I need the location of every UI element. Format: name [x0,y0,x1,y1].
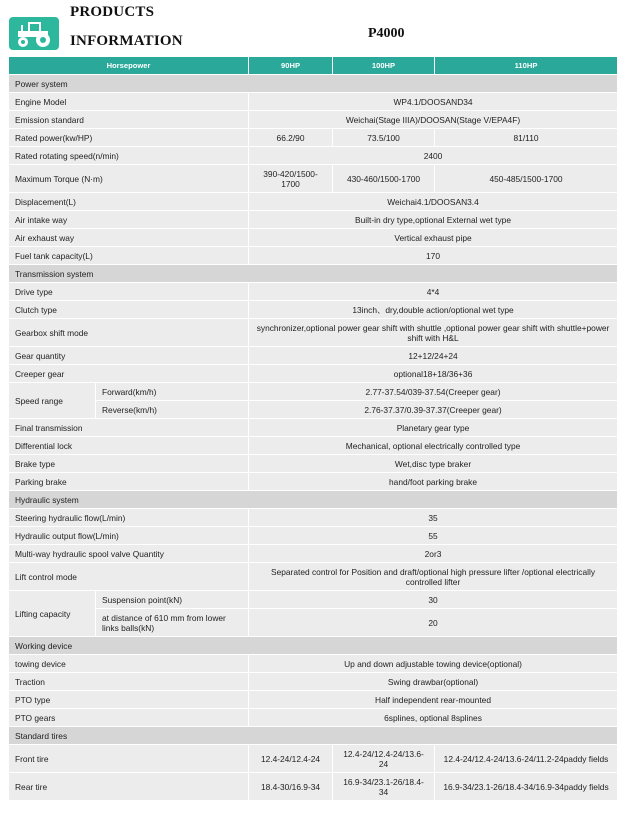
row-label: Creeper gear [9,365,249,383]
row-label: Steering hydraulic flow(L/min) [9,509,249,527]
section-row [9,75,618,93]
table-row [9,473,618,491]
row-value-90hp: 390-420/1500-1700 [249,165,333,193]
table-row [9,655,618,673]
row-label: Multi-way hydraulic spool valve Quantity [9,545,249,563]
section-row [9,727,618,745]
row-value: 170 [249,247,618,265]
row-value: 2or3 [249,545,618,563]
table-row [9,509,618,527]
row-value-110hp: 450-485/1500-1700 [435,165,618,193]
row-value: Planetary gear type [249,419,618,437]
row-value-100hp: 16.9-34/23.1-26/18.4-34 [333,773,435,801]
row-value-90hp: 12.4-24/12.4-24 [249,745,333,773]
table-row [9,301,618,319]
row-value: synchronizer,optional power gear shift with shuttle ,optional power gear shift with shuttle+power shift with H&L [249,319,618,347]
row-value-100hp: 12.4-24/12.4-24/13.6-24 [333,745,435,773]
row-value-110hp: 16.9-34/23.1-26/18.4-34/16.9-34paddy fields [435,773,618,801]
table-row [9,147,618,165]
row-label: Air exhaust way [9,229,249,247]
row-label: Rated rotating speed(n/min) [9,147,249,165]
row-label: Final transmission [9,419,249,437]
row-label: Maximum Torque (N·m) [9,165,249,193]
row-value: Vertical exhaust pipe [249,229,618,247]
row-label: PTO gears [9,709,249,727]
row-sublabel: Reverse(km/h) [96,401,249,419]
table-row [9,247,618,265]
row-sublabel: Forward(km/h) [96,383,249,401]
row-value: 12+12/24+24 [249,347,618,365]
row-sublabel: at distance of 610 mm from lower links balls(kN) [96,609,249,637]
table-row [9,709,618,727]
section-working: Working device [9,637,618,655]
row-value: hand/foot parking brake [249,473,618,491]
table-row [9,563,618,591]
section-hydraulic: Hydraulic system [9,491,618,509]
header [0,0,623,57]
table-row [9,165,618,193]
row-value: Up and down adjustable towing device(optional) [249,655,618,673]
row-value-110hp: 12.4-24/12.4-24/13.6-24/11.2-24paddy fields [435,745,618,773]
table-row [9,609,618,637]
section-transmission: Transmission system [9,265,618,283]
row-value: Separated control for Position and draft/optional high pressure lifter /optional electrically controlled lifter [249,563,618,591]
table-row [9,591,618,609]
table-row [9,111,618,129]
row-value: 2.76-37.37/0.39-37.37(Creeper gear) [249,401,618,419]
row-label: Traction [9,673,249,691]
col-horsepower: Horsepower [9,57,249,75]
row-label: Parking brake [9,473,249,491]
row-value: WP4.1/DOOSAND34 [249,93,618,111]
row-label: Rear tire [9,773,249,801]
table-row [9,437,618,455]
row-label: Brake type [9,455,249,473]
row-label: Fuel tank capacity(L) [9,247,249,265]
section-row [9,265,618,283]
row-label: Hydraulic output flow(L/min) [9,527,249,545]
row-label: Engine Model [9,93,249,111]
table-row [9,93,618,111]
row-value: 2400 [249,147,618,165]
table-row [9,229,618,247]
row-label: Drive type [9,283,249,301]
table-row [9,347,618,365]
row-value: Weichai(Stage IIIA)/DOOSAN(Stage V/EPA4F) [249,111,618,129]
table-row [9,545,618,563]
row-value: optional18+18/36+36 [249,365,618,383]
row-label: Speed range [9,383,96,419]
row-label: Rated power(kw/HP) [9,129,249,147]
row-label: Front tire [9,745,249,773]
row-value: Swing drawbar(optional) [249,673,618,691]
table-row [9,401,618,419]
col-90hp: 90HP [249,57,333,75]
row-value: 6splines, optional 8splines [249,709,618,727]
table-row [9,673,618,691]
row-value: 30 [249,591,618,609]
section-row [9,491,618,509]
table-row [9,745,618,773]
title-information: INFORMATION [70,33,183,49]
col-100hp: 100HP [333,57,435,75]
col-110hp: 110HP [435,57,618,75]
section-power: Power system [9,75,618,93]
row-value: 13inch、dry,double action/optional wet type [249,301,618,319]
table-row [9,193,618,211]
row-value: Wet,disc type braker [249,455,618,473]
row-label: towing device [9,655,249,673]
row-label: Lifting capacity [9,591,96,637]
row-label: Differential lock [9,437,249,455]
table-row [9,773,618,801]
row-value-100hp: 430-460/1500-1700 [333,165,435,193]
row-value-110hp: 81/110 [435,129,618,147]
model-name: P4000 [368,26,405,41]
row-value-90hp: 18.4-30/16.9-34 [249,773,333,801]
row-label: Clutch type [9,301,249,319]
row-value-100hp: 73.5/100 [333,129,435,147]
table-row [9,691,618,709]
table-row [9,383,618,401]
row-value: Built-in dry type,optional External wet type [249,211,618,229]
row-label: PTO type [9,691,249,709]
section-row [9,637,618,655]
row-value: 2.77-37.54/039-37.54(Creeper gear) [249,383,618,401]
row-value-90hp: 66.2/90 [249,129,333,147]
row-value: 20 [249,609,618,637]
table-row [9,527,618,545]
table-row [9,283,618,301]
table-row [9,211,618,229]
table-row [9,455,618,473]
table-row [9,319,618,347]
row-value: 35 [249,509,618,527]
row-label: Gear quantity [9,347,249,365]
row-sublabel: Suspension point(kN) [96,591,249,609]
tractor-icon [9,17,59,50]
row-value: Mechanical, optional electrically controlled type [249,437,618,455]
table-row [9,365,618,383]
table-row [9,129,618,147]
row-label: Displacement(L) [9,193,249,211]
row-value: 55 [249,527,618,545]
row-value: Half independent rear-mounted [249,691,618,709]
row-value: Weichai4.1/DOOSAN3.4 [249,193,618,211]
table-row [9,419,618,437]
row-label: Air intake way [9,211,249,229]
table-header-row [9,57,618,75]
spec-table [9,57,618,801]
row-label: Gearbox shift mode [9,319,249,347]
row-label: Emission standard [9,111,249,129]
row-label: Lift control mode [9,563,249,591]
section-tires: Standard tires [9,727,618,745]
title-products: PRODUCTS [70,4,155,20]
row-value: 4*4 [249,283,618,301]
